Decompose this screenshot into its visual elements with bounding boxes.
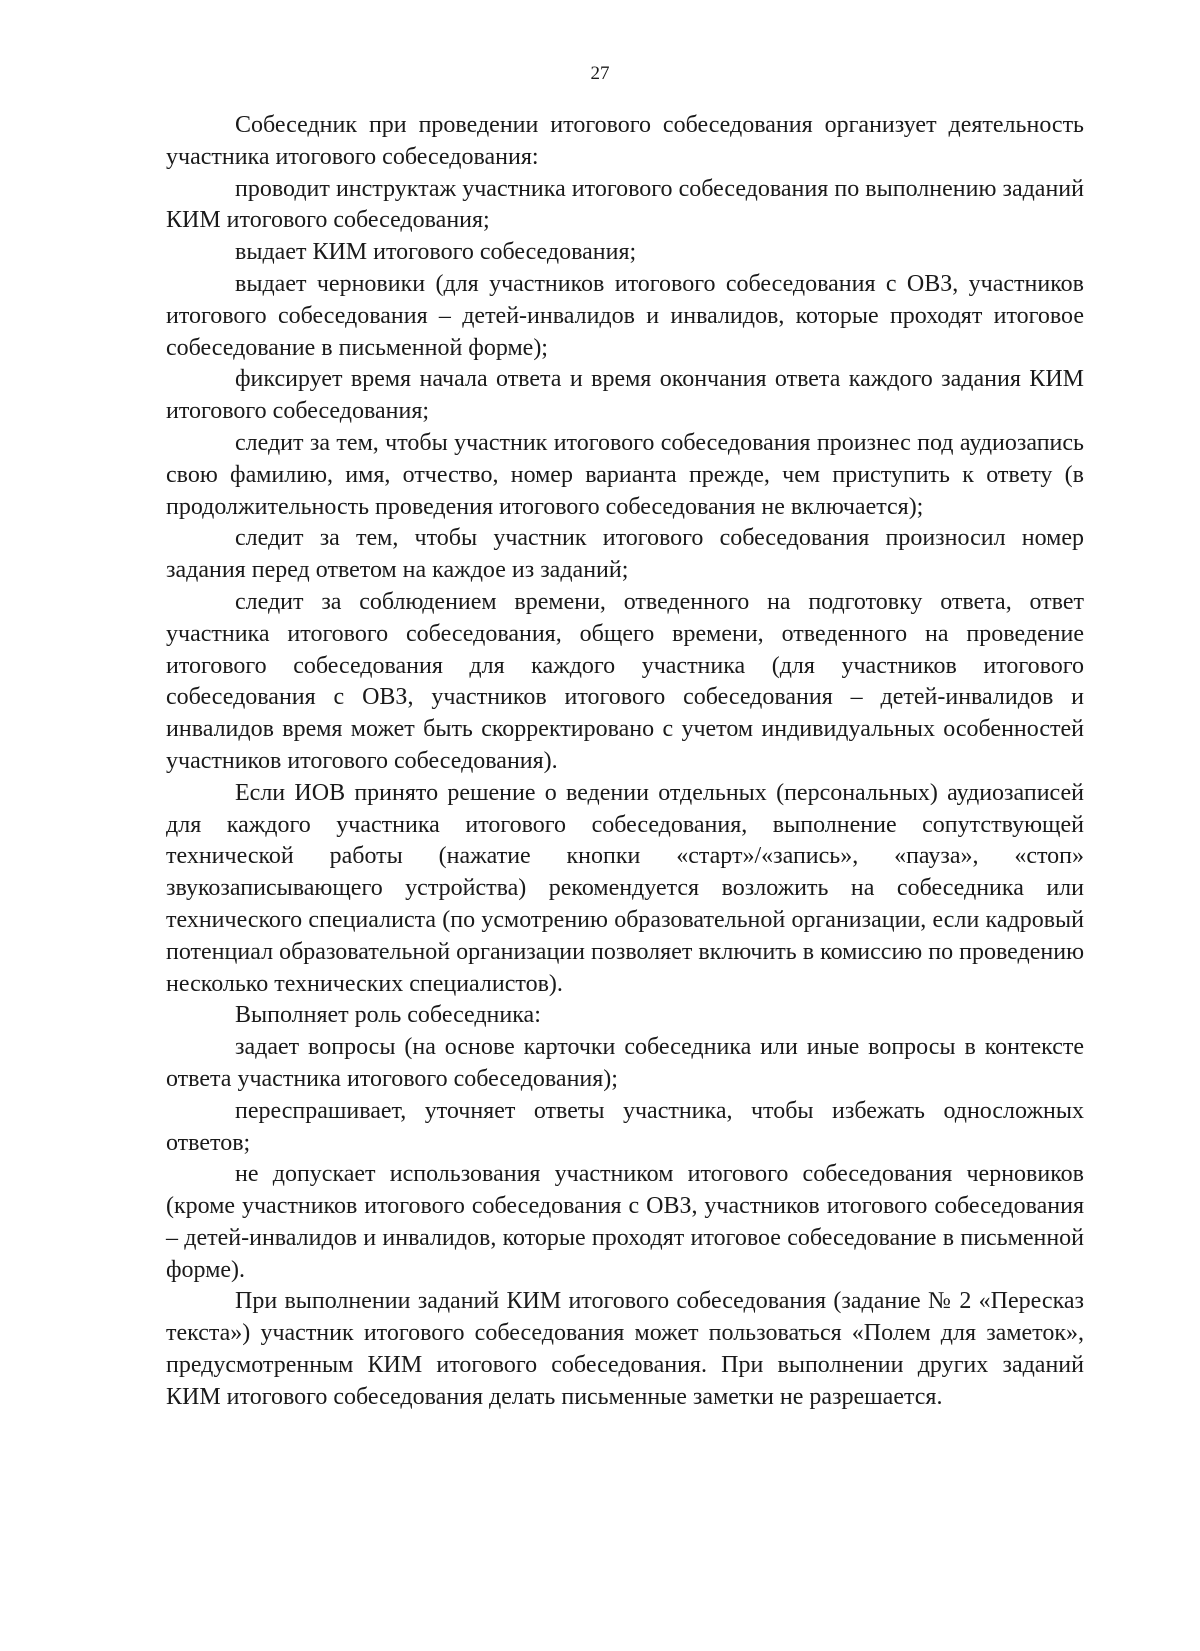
paragraph: следит за тем, чтобы участник итогового собеседования произносил номер задания перед ответом на каждое из заданий;	[166, 525, 1084, 584]
paragraph: Собеседник при проведении итогового собеседования организует деятельность участника итогового собеседования:	[166, 112, 1084, 170]
paragraph: следит за соблюдением времени, отведенного на подготовку ответа, ответ участника итогового собеседования, общего времени, отведенного на проведение итогового собеседования для каждого участника (для участников итогового собеседования с ОВЗ, участников итогового собеседования – детей-инвалидов и инвалидов время может быть скорректировано с учетом индивидуальных особенностей участников итогового собеседования).	[166, 588, 1084, 774]
document-body	[166, 110, 1084, 1414]
paragraph: проводит инструктаж участника итогового собеседования по выполнению заданий КИМ итогового собеседования;	[166, 175, 1084, 234]
paragraph: При выполнении заданий КИМ итогового собеседования (задание № 2 «Пересказ текста») участник итогового собеседования может пользоваться «Полем для заметок», предусмотренным КИМ итогового собеседования. При выполнении других заданий КИМ итогового собеседования делать письменные заметки не разрешается.	[166, 1288, 1084, 1410]
paragraph: следит за тем, чтобы участник итогового собеседования произнес под аудиозапись свою фамилию, имя, отчество, номер варианта прежде, чем приступить к ответу (в продолжительность проведения итогового собеседования не включается);	[166, 429, 1084, 520]
paragraph: не допускает использования участником итогового собеседования черновиков (кроме участников итогового собеседования с ОВЗ, участников итогового собеседования – детей-инвалидов и инвалидов, которые проходят итоговое собеседование в письменной форме).	[166, 1161, 1084, 1283]
paragraph: Если ИОВ принято решение о ведении отдельных (персональных) аудиозаписей для каждого участника итогового собеседования, выполнение сопутствующей технической работы (нажатие кнопки «старт»/«запись», «пауза», «стоп» звукозаписывающего устройства) рекомендуется возложить на собеседника или технического специалиста (по усмотрению образовательной организации, если кадровый потенциал образовательной организации позволяет включить в комиссию по проведению несколько технических специалистов).	[166, 779, 1084, 997]
paragraph: задает вопросы (на основе карточки собеседника или иные вопросы в контексте ответа участника итогового собеседования);	[166, 1034, 1084, 1092]
paragraph: Выполняет роль собеседника:	[235, 1002, 541, 1029]
paragraph: выдает КИМ итогового собеседования;	[235, 239, 637, 266]
paragraph: переспрашивает, уточняет ответы участника, чтобы избежать односложных ответов;	[166, 1097, 1084, 1156]
paragraph: выдает черновики (для участников итогового собеседования с ОВЗ, участников итогового собеседования – детей-инвалидов и инвалидов, которые проходят итоговое собеседование в письменной форме);	[166, 270, 1084, 361]
page-number: 27	[590, 63, 610, 84]
paragraph: фиксирует время начала ответа и время окончания ответа каждого задания КИМ итогового собеседования;	[166, 366, 1084, 425]
